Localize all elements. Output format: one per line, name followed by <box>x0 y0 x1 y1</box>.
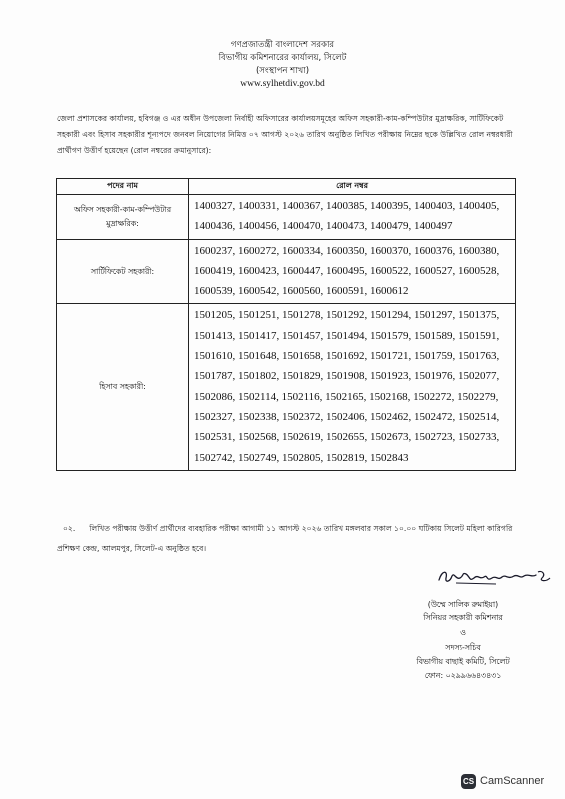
office-title: বিভাগীয় কমিশনারের কার্যালয়, সিলেট <box>218 53 347 63</box>
signatory-name: (উম্মে সালিক রুমাইয়া) <box>427 600 499 609</box>
post-name: অফিস সহকারী-কাম-কম্পিউটার মুদ্রাক্ষরিক: <box>57 195 189 240</box>
roll-numbers: 1400327, 1400331, 1400367, 1400385, 1400395, 1400403, 1400405, 1400436, 1400456, 1400470, 1400473, 1400479, 1400497 <box>189 195 516 240</box>
govt-title: গণপ্রজাতন্ত্রী বাংলাদেশ সরকার <box>230 40 335 50</box>
camscanner-watermark <box>461 773 544 789</box>
post-name: সার্টিফিকেট সহকারী: <box>57 239 189 304</box>
signatory-and: ও <box>460 628 466 637</box>
signature-image <box>436 566 556 588</box>
header-post: পদের নাম <box>57 179 189 195</box>
roll-numbers: 1600237, 1600272, 1600334, 1600350, 1600370, 1600376, 1600380, 1600419, 1600423, 1600447, 1600495, 1600522, 1600527, 1600528, 1600539, 1600542, 1600560, 1600591, 1600612 <box>189 239 516 304</box>
table-header-row <box>57 179 516 195</box>
results-table <box>56 178 516 471</box>
post-name: হিসাব সহকারী: <box>57 304 189 470</box>
camscanner-logo-icon: CS <box>461 774 476 789</box>
table-row <box>57 239 516 304</box>
paragraph-number: ০২. <box>63 524 76 533</box>
signatory-role: সদস্য-সচিব <box>445 643 481 652</box>
practical-exam-paragraph <box>57 519 527 559</box>
website-text: www.sylhetdiv.gov.bd <box>240 79 325 89</box>
roll-numbers: 1501205, 1501251, 1501278, 1501292, 1501294, 1501297, 1501375, 1501413, 1501417, 1501457, 1501494, 1501579, 1501589, 1501591, 1501610, 1501648, 1501658, 1501692, 1501721, 1501759, 1501763, 1501787, 1501802, 1501829, 1501908, 1501923, 1501976, 1502077, 1502086, 1502114, 1502116, 1502165, 1502168, 1502272, 1502279, 1502327, 1502338, 1502372, 1502406, 1502462, 1502472, 1502514, 1502531, 1502568, 1502619, 1502655, 1502673, 1502723, 1502733, 1502742, 1502749, 1502805, 1502819, 1502843 <box>189 304 516 470</box>
signatory-phone: ফোন: ০২৯৯৬৬৪৩৪৩১ <box>424 671 502 680</box>
header-roll: রোল নম্বর <box>189 179 516 195</box>
camscanner-label: CamScanner <box>480 775 545 787</box>
table-row <box>57 195 516 240</box>
section-title: (সংস্থাপন শাখা) <box>255 66 310 76</box>
intro-paragraph: জেলা প্রশাসকের কার্যালয়, হবিগঞ্জ ও এর অধীন উপজেলা নির্বাহী অফিসারের কার্যালয়সমূহের অফিস সহকারী-কাম-কম্পিউটার মুদ্রাক্ষরিক, সার্টিফিকেট সহকারী এবং হিসাব সহকারীর শূন্যপদে জনবল নিয়োগের নিমিত্ত ০৭ আগস্ট ২০২৬ তারিখ অনুষ্ঠিত লিখিত পরীক্ষায় নিম্নের ছকে উল্লিখিত রোল নম্বরধারী প্রার্থীগণ উত্তীর্ণ হয়েছেন (রোল নম্বরের ক্রমানুসারে): <box>57 114 513 155</box>
signatory-committee: বিভাগীয় বাছাই কমিটি, সিলেট <box>416 657 510 666</box>
signatory-title: সিনিয়র সহকারী কমিশনার <box>423 613 503 622</box>
paragraph-text: লিখিত পরীক্ষায় উত্তীর্ণ প্রার্থীদের ব্যবহারিক পরীক্ষা আগামী ১১ আগস্ট ২০২৬ তারিখ মঙ্গলবার সকাল ১০.০০ ঘটিকায় সিলেট মহিলা কারিগরি প্রশিক্ষণ কেন্দ্র, আলমপুর, সিলেট-এ অনুষ্ঠিত হবে। <box>57 524 513 553</box>
table-row <box>57 304 516 470</box>
